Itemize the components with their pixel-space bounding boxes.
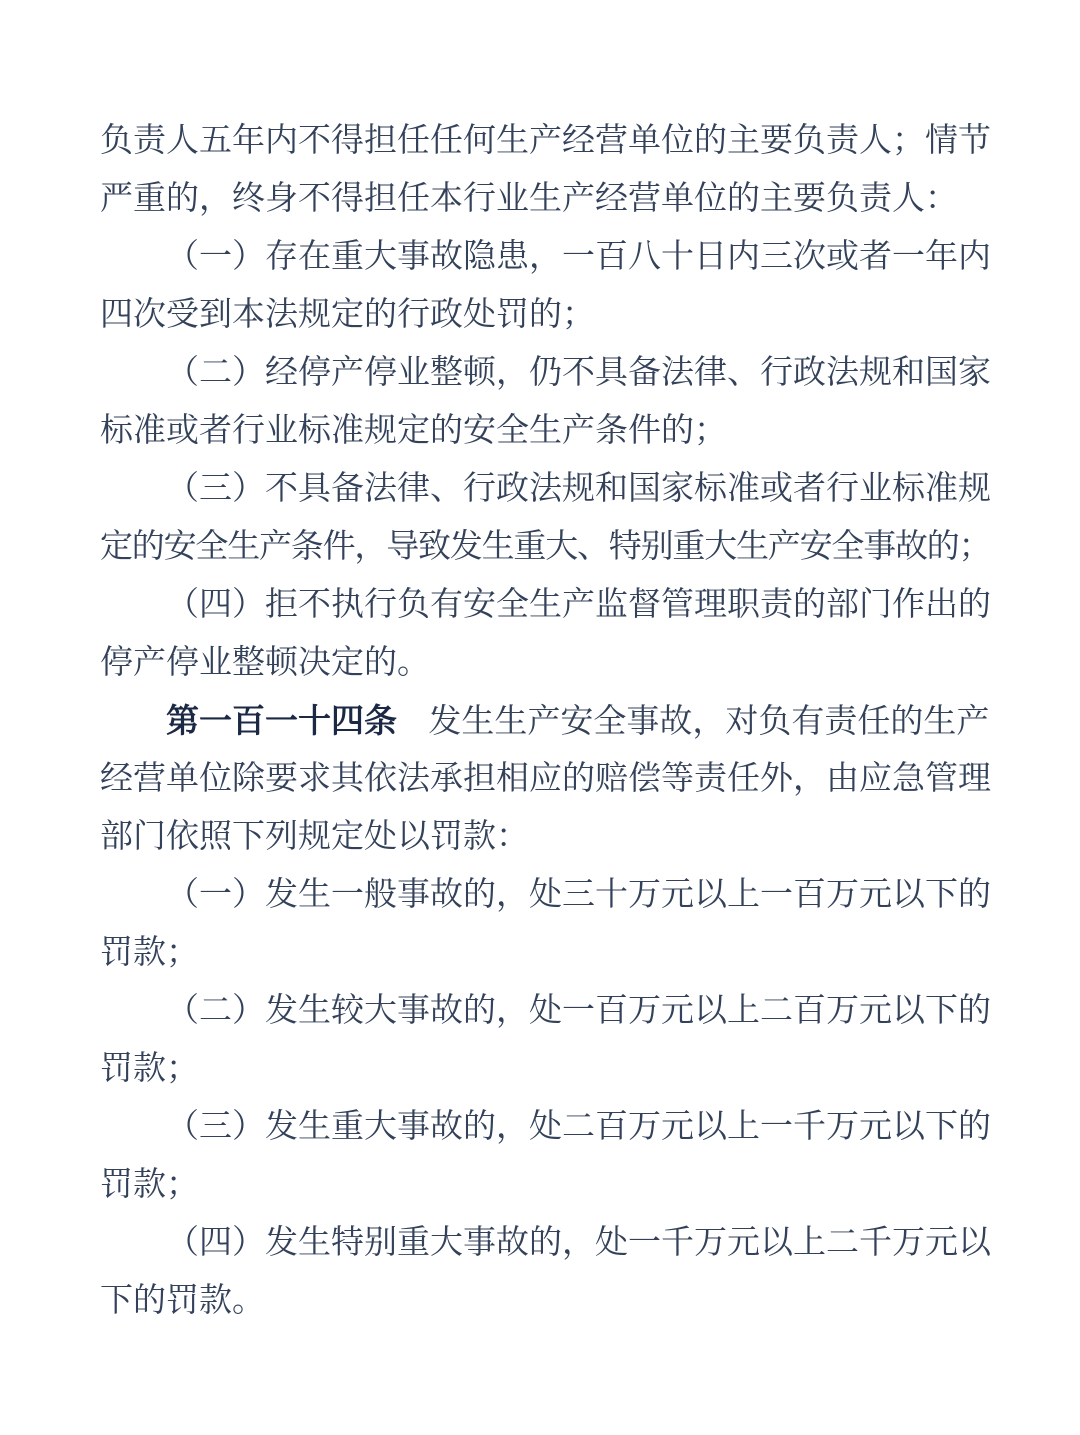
text-run: 负责人五年内不得担任任何生产经营单位的主要负责人；情节: [100, 123, 991, 159]
text-run: （四）拒不执行负有安全生产监督管理职责的部门作出的: [166, 587, 991, 623]
text-line: [100, 286, 1000, 344]
text-line: [100, 808, 1000, 866]
text-run: 部门依照下列规定处以罚款：: [100, 819, 529, 855]
text-run: 停产停业整顿决定的。: [100, 645, 430, 681]
text-line: [100, 112, 1000, 170]
text-run: 罚款；: [100, 1167, 199, 1203]
text-line: [100, 750, 1000, 808]
text-run: （三）不具备法律、行政法规和国家标准或者行业标准规: [166, 471, 991, 507]
text-line: [100, 1040, 1000, 1098]
text-run: 严重的，终身不得担任本行业生产经营单位的主要负责人：: [100, 181, 958, 217]
text-line: [100, 1098, 1000, 1156]
text-run: （二）发生较大事故的，处一百万元以上二百万元以下的: [166, 993, 991, 1029]
text-run: （四）发生特别重大事故的，处一千万元以上二千万元以: [166, 1225, 991, 1261]
text-line: [100, 1214, 1000, 1272]
text-run: 罚款；: [100, 935, 199, 971]
text-line: [100, 866, 1000, 924]
text-run: （一）发生一般事故的，处三十万元以上一百万元以下的: [166, 877, 991, 913]
text-line: [100, 228, 1000, 286]
text-line: [100, 1272, 1000, 1330]
text-line: [100, 576, 1000, 634]
text-line: [100, 518, 1000, 576]
text-line: [100, 402, 1000, 460]
text-line: [100, 982, 1000, 1040]
text-run: （一）存在重大事故隐患，一百八十日内三次或者一年内: [166, 239, 991, 275]
article-number: 第一百一十四条: [166, 702, 397, 739]
text-line: [100, 692, 1000, 750]
text-run: 经营单位除要求其依法承担相应的赔偿等责任外，由应急管理: [100, 761, 991, 797]
text-line: [100, 344, 1000, 402]
text-run: 定的安全生产条件，导致发生重大、特别重大生产安全事故的；: [100, 529, 991, 565]
text-run: 罚款；: [100, 1051, 199, 1087]
text-line: [100, 460, 1000, 518]
text-run: 下的罚款。: [100, 1283, 265, 1319]
text-run: 四次受到本法规定的行政处罚的；: [100, 297, 595, 333]
text-line: [100, 1156, 1000, 1214]
text-run: （三）发生重大事故的，处二百万元以上一千万元以下的: [166, 1109, 991, 1145]
text-run: （二）经停产停业整顿，仍不具备法律、行政法规和国家: [166, 355, 991, 391]
document-body: [100, 112, 1000, 1330]
text-line: [100, 634, 1000, 692]
text-line: [100, 924, 1000, 982]
text-line: [100, 170, 1000, 228]
text-run: 标准或者行业标准规定的安全生产条件的；: [100, 413, 727, 449]
text-run: 发生生产安全事故，对负有责任的生产: [428, 704, 990, 740]
